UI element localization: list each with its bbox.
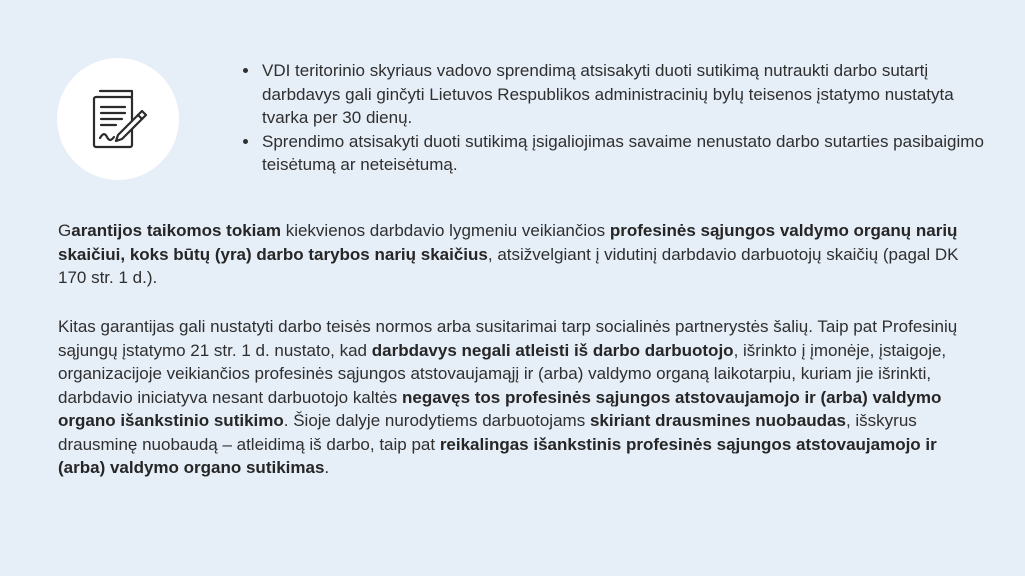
bold-segment: darbdavys negali atleisti iš darbo darbuotojo — [371, 340, 734, 360]
text-segment: kiekvienos darbdavio lygmeniu veikiančios — [280, 221, 610, 240]
bold-segment: negavęs tos profesinės sąjungos atstovaujamojo ir (arba) valdymo organo išankstinio sutikimo — [58, 387, 942, 430]
paragraph-other-guarantees — [58, 315, 978, 480]
paragraph-guarantees — [58, 219, 978, 290]
text-segment: G — [58, 221, 72, 240]
document-signing-icon — [80, 81, 156, 157]
list-item: • Sprendimo atsisakyti duoti sutikimą įsigaliojimas savaime nenustato darbo sutarties pasibaigimo teisėtumą ar neteisėtumą. — [260, 130, 990, 177]
bold-segment: arantijos taikomos tokiam — [71, 221, 281, 240]
text-segment: . Šioje dalyje nurodytiems darbuotojams — [283, 411, 590, 430]
bold-segment: skiriant drausmines nuobaudas — [589, 411, 846, 430]
text-segment: , išrinkto į įmonėje, įstaigoje, organizacijoje veikiančios profesinės sąjungos atstovaujamąjį ir (arba) valdymo organą laikotarpiu, kuriam jie išrinkti, darbdavio iniciatyva nesant darbuotojo kaltės — [58, 340, 947, 407]
bullet-list — [236, 59, 990, 177]
text-segment: Kitas garantijas gali nustatyti darbo teisės normos arba susitarimai tarp socialinės partnerystės šalių. Taip pat Profesinių sąjungų įstatymo 21 str. 1 d. nustato, kad — [58, 317, 958, 360]
bold-segment: reikalingas išankstinis profesinės sąjungos atstovaujamojo ir (arba) valdymo organo sutikimas — [58, 434, 937, 477]
list-item: • VDI teritorinio skyriaus vadovo sprendimą atsisakyti duoti sutikimą nutraukti darbo sutartį darbdavys gali ginčyti Lietuvos Respublikos administracinių bylų teisenos įstatymo nustatyta tvarka per 30 dienų. — [260, 59, 990, 130]
bold-segment: profesinės sąjungos valdymo organų narių skaičiui, koks būtų (yra) darbo tarybos narių skaičius — [58, 221, 958, 264]
text-segment: , išskyrus drausminę nuobaudą – atleidimą iš darbo, taip pat — [58, 411, 917, 454]
text-segment: , atsižvelgiant į vidutinį darbdavio darbuotojų skaičių (pagal DK 170 str. 1 d.). — [58, 244, 959, 287]
icon-circle — [57, 58, 179, 180]
text-segment: . — [324, 458, 330, 477]
